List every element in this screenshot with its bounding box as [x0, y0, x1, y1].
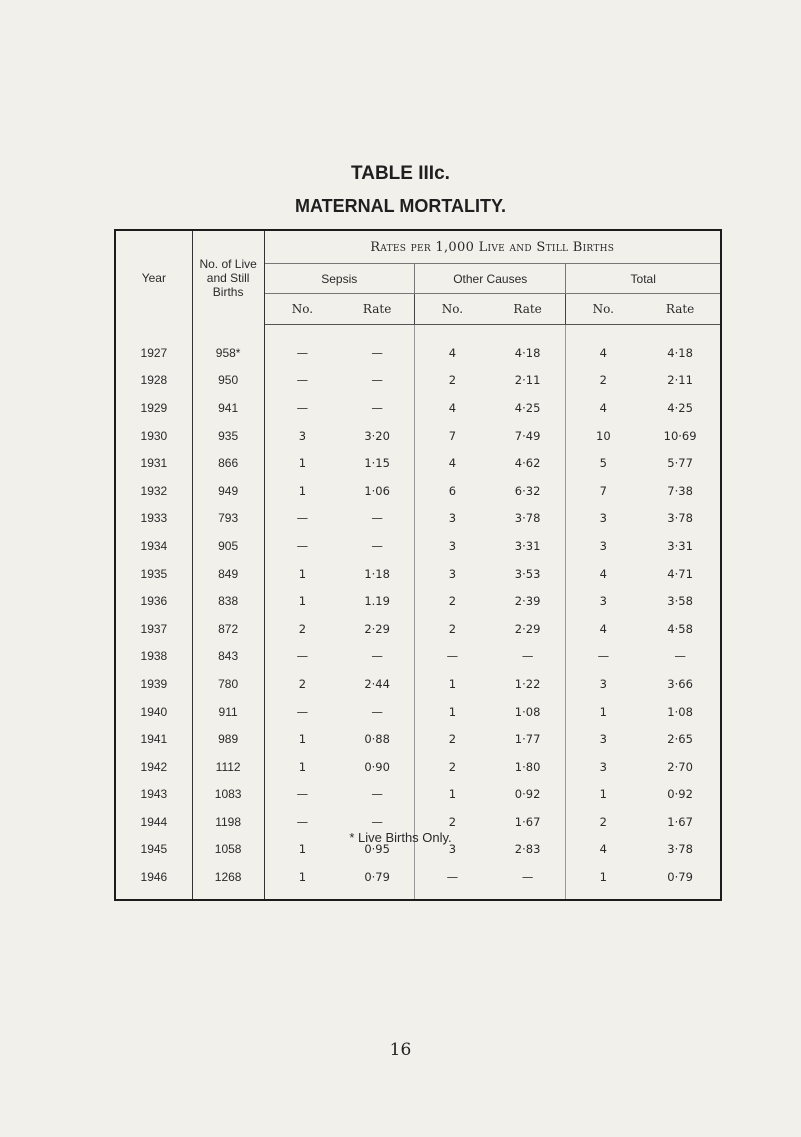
header-sepsis: Sepsis [264, 264, 414, 294]
table-row [115, 325, 721, 367]
cell-other-no: 2 [448, 759, 457, 774]
cell-other-no: 3 [448, 511, 457, 526]
table-row [115, 532, 721, 560]
cell-total-rate: 3·78 [667, 511, 693, 526]
cell-sepsis-rate: 1.19 [340, 587, 414, 615]
cell-births: 1112 [192, 753, 264, 781]
cell-sepsis-no: 2 [298, 621, 307, 636]
cell-total-no: 1 [599, 787, 607, 802]
table-row [115, 367, 721, 395]
cell-year: 1939 [115, 670, 192, 698]
cell-births: 911 [192, 698, 264, 726]
cell-total-no: 1 [599, 870, 607, 885]
cell-sepsis-rate: 1·06 [340, 477, 414, 505]
cell-sepsis-rate: — [340, 325, 414, 367]
cell-total-no: 7 [599, 483, 607, 498]
cell-births: 780 [192, 670, 264, 698]
cell-other-no: 2 [448, 732, 457, 747]
cell-other-rate: 1·67 [490, 808, 566, 836]
header-other-causes: Other Causes [415, 264, 566, 294]
cell-year: 1943 [115, 781, 192, 809]
cell-total-no: 3 [599, 511, 607, 526]
cell-year: 1937 [115, 615, 192, 643]
table-row [115, 505, 721, 533]
cell-total-rate: — [674, 649, 686, 664]
cell-births: 793 [192, 505, 264, 533]
cell-year: 1935 [115, 560, 192, 588]
cell-other-rate: 2·29 [490, 615, 566, 643]
table-row [115, 394, 721, 422]
header-sepsis-rate: Rate [340, 294, 414, 325]
cell-sepsis-rate: 2·44 [340, 670, 414, 698]
cell-births: 1198 [192, 808, 264, 836]
cell-other-rate: 3·53 [490, 560, 566, 588]
cell-sepsis-rate: — [340, 698, 414, 726]
cell-other-rate: — [490, 643, 566, 671]
cell-total-no: 4 [599, 842, 607, 857]
cell-sepsis-no: 1 [298, 456, 307, 471]
cell-sepsis-rate: — [340, 643, 414, 671]
table-title: TABLE IIIc. [351, 163, 450, 184]
cell-other-no: 7 [448, 428, 457, 443]
cell-sepsis-rate: — [340, 532, 414, 560]
table-row [115, 615, 721, 643]
header-total-no: No. [566, 294, 640, 325]
table-row [115, 781, 721, 809]
cell-sepsis-no: 1 [298, 566, 307, 581]
table-row [115, 560, 721, 588]
cell-other-rate: 1·22 [490, 670, 566, 698]
table-subtitle: MATERNAL MORTALITY. [295, 196, 506, 216]
cell-other-no: 1 [448, 704, 457, 719]
cell-sepsis-no: — [296, 787, 309, 802]
cell-total-no: 3 [599, 594, 607, 609]
cell-total-no: 5 [599, 456, 607, 471]
cell-other-no: 2 [448, 373, 457, 388]
cell-sepsis-no: — [296, 649, 309, 664]
cell-year: 1944 [115, 808, 192, 836]
cell-year: 1933 [115, 505, 192, 533]
cell-total-no: 10 [596, 428, 611, 443]
cell-total-rate: 0·92 [667, 787, 693, 802]
cell-sepsis-rate: — [340, 394, 414, 422]
cell-sepsis-rate: 0·79 [340, 863, 414, 900]
cell-total-no: 2 [599, 373, 607, 388]
cell-sepsis-no: 1 [298, 870, 307, 885]
cell-births: 1083 [192, 781, 264, 809]
cell-sepsis-no: — [296, 538, 309, 553]
cell-sepsis-rate: 1·15 [340, 449, 414, 477]
cell-total-no: 4 [599, 566, 607, 581]
header-year: Year [115, 230, 192, 325]
header-births: No. of Live and Still Births [192, 230, 264, 325]
cell-other-no: — [446, 649, 459, 664]
cell-other-no: 2 [448, 814, 457, 829]
cell-total-rate: 7·38 [667, 483, 693, 498]
cell-births: 872 [192, 615, 264, 643]
header-other-no: No. [415, 294, 490, 325]
cell-other-rate: 3·31 [490, 532, 566, 560]
cell-year: 1946 [115, 863, 192, 900]
cell-total-rate: 2·11 [667, 373, 693, 388]
header-sepsis-no: No. [264, 294, 340, 325]
cell-total-no: 3 [599, 759, 607, 774]
page-number: 16 [389, 1040, 412, 1060]
header-rates-group: Rates per 1,000 Live and Still Births [264, 230, 721, 264]
cell-births: 866 [192, 449, 264, 477]
cell-sepsis-rate: — [340, 808, 414, 836]
header-other-rate: Rate [490, 294, 566, 325]
cell-other-rate: 1·80 [490, 753, 566, 781]
cell-total-rate: 3·78 [667, 842, 693, 857]
cell-total-no: — [597, 649, 610, 664]
cell-other-no: 3 [448, 842, 457, 857]
header-total-rate: Rate [640, 294, 721, 325]
cell-total-no: 4 [599, 345, 607, 360]
cell-sepsis-rate: 3·20 [340, 422, 414, 450]
cell-other-no: 2 [448, 621, 457, 636]
cell-total-no: 3 [599, 732, 607, 747]
cell-year: 1942 [115, 753, 192, 781]
cell-year: 1938 [115, 643, 192, 671]
cell-other-no: 4 [448, 400, 457, 415]
cell-sepsis-rate: 0·95 [340, 836, 414, 864]
cell-sepsis-rate: — [340, 781, 414, 809]
cell-births: 950 [192, 367, 264, 395]
cell-total-rate: 5·77 [667, 456, 693, 471]
cell-sepsis-no: — [296, 511, 309, 526]
cell-births: 949 [192, 477, 264, 505]
cell-total-no: 3 [599, 538, 607, 553]
cell-sepsis-no: — [296, 373, 309, 388]
cell-other-no: 4 [448, 345, 457, 360]
table-row [115, 753, 721, 781]
table-row [115, 422, 721, 450]
cell-year: 1941 [115, 725, 192, 753]
cell-births: 838 [192, 587, 264, 615]
cell-other-rate: 6·32 [490, 477, 566, 505]
table-row [115, 698, 721, 726]
cell-sepsis-no: 3 [298, 428, 307, 443]
table-row [115, 587, 721, 615]
cell-other-no: 3 [448, 566, 457, 581]
cell-sepsis-no: — [296, 345, 309, 360]
cell-births: 843 [192, 643, 264, 671]
cell-sepsis-no: 1 [298, 842, 307, 857]
table-row [115, 863, 721, 900]
cell-sepsis-rate: 1·18 [340, 560, 414, 588]
cell-year: 1940 [115, 698, 192, 726]
cell-total-rate: 3·58 [667, 594, 693, 609]
cell-other-rate: 4·25 [490, 394, 566, 422]
table-row [115, 449, 721, 477]
cell-total-rate: 2·65 [667, 732, 693, 747]
cell-total-rate: 4·58 [667, 621, 693, 636]
cell-other-no: 3 [448, 538, 457, 553]
cell-other-no: 4 [448, 456, 457, 471]
cell-year: 1931 [115, 449, 192, 477]
cell-births: 958* [192, 325, 264, 367]
cell-births: 935 [192, 422, 264, 450]
cell-sepsis-rate: 0·88 [340, 725, 414, 753]
cell-total-rate: 2·70 [667, 759, 693, 774]
cell-year: 1928 [115, 367, 192, 395]
cell-births: 989 [192, 725, 264, 753]
cell-other-rate: 0·92 [490, 781, 566, 809]
cell-total-rate: 3·66 [667, 676, 693, 691]
cell-other-no: 2 [448, 594, 457, 609]
cell-total-no: 3 [599, 676, 607, 691]
cell-births: 1268 [192, 863, 264, 900]
cell-other-no: — [446, 870, 459, 885]
cell-other-no: 1 [448, 787, 457, 802]
cell-sepsis-rate: 2·29 [340, 615, 414, 643]
table-row [115, 670, 721, 698]
maternal-mortality-table [114, 229, 722, 901]
cell-sepsis-no: 1 [298, 759, 307, 774]
cell-other-rate: 1·08 [490, 698, 566, 726]
cell-other-rate: 7·49 [490, 422, 566, 450]
cell-total-rate: 4·25 [667, 400, 693, 415]
cell-other-rate: 4·18 [490, 325, 566, 367]
cell-births: 849 [192, 560, 264, 588]
cell-other-rate: 4·62 [490, 449, 566, 477]
cell-sepsis-no: — [296, 400, 309, 415]
cell-sepsis-no: 1 [298, 732, 307, 747]
cell-total-rate: 1·67 [667, 814, 693, 829]
cell-births: 941 [192, 394, 264, 422]
cell-other-rate: — [490, 863, 566, 900]
cell-sepsis-no: 2 [298, 676, 307, 691]
cell-sepsis-rate: — [340, 505, 414, 533]
cell-total-no: 4 [599, 621, 607, 636]
cell-sepsis-rate: — [340, 367, 414, 395]
header-total: Total [566, 264, 721, 294]
footnote: * Live Births Only. [349, 830, 452, 845]
cell-other-rate: 1·77 [490, 725, 566, 753]
cell-year: 1936 [115, 587, 192, 615]
cell-year: 1934 [115, 532, 192, 560]
cell-year: 1929 [115, 394, 192, 422]
cell-other-no: 6 [448, 483, 457, 498]
cell-sepsis-no: 1 [298, 594, 307, 609]
cell-sepsis-no: — [296, 704, 309, 719]
cell-births: 905 [192, 532, 264, 560]
cell-total-rate: 4·18 [667, 345, 693, 360]
table-row [115, 477, 721, 505]
cell-total-no: 1 [599, 704, 607, 719]
cell-sepsis-rate: 0·90 [340, 753, 414, 781]
cell-total-rate: 3·31 [667, 538, 693, 553]
cell-total-no: 2 [599, 814, 607, 829]
cell-year: 1930 [115, 422, 192, 450]
table-row [115, 725, 721, 753]
cell-other-no: 1 [448, 676, 457, 691]
cell-sepsis-no: — [296, 814, 309, 829]
cell-total-rate: 4·71 [667, 566, 693, 581]
cell-year: 1927 [115, 325, 192, 367]
cell-total-rate: 1·08 [667, 704, 693, 719]
cell-other-rate: 2·83 [490, 836, 566, 864]
cell-other-rate: 3·78 [490, 505, 566, 533]
cell-sepsis-no: 1 [298, 483, 307, 498]
cell-total-no: 4 [599, 400, 607, 415]
cell-year: 1932 [115, 477, 192, 505]
cell-other-rate: 2·39 [490, 587, 566, 615]
cell-other-rate: 2·11 [490, 367, 566, 395]
cell-total-rate: 0·79 [667, 870, 693, 885]
table-row [115, 643, 721, 671]
cell-births: 1058 [192, 836, 264, 864]
cell-total-rate: 10·69 [663, 428, 697, 443]
cell-year: 1945 [115, 836, 192, 864]
